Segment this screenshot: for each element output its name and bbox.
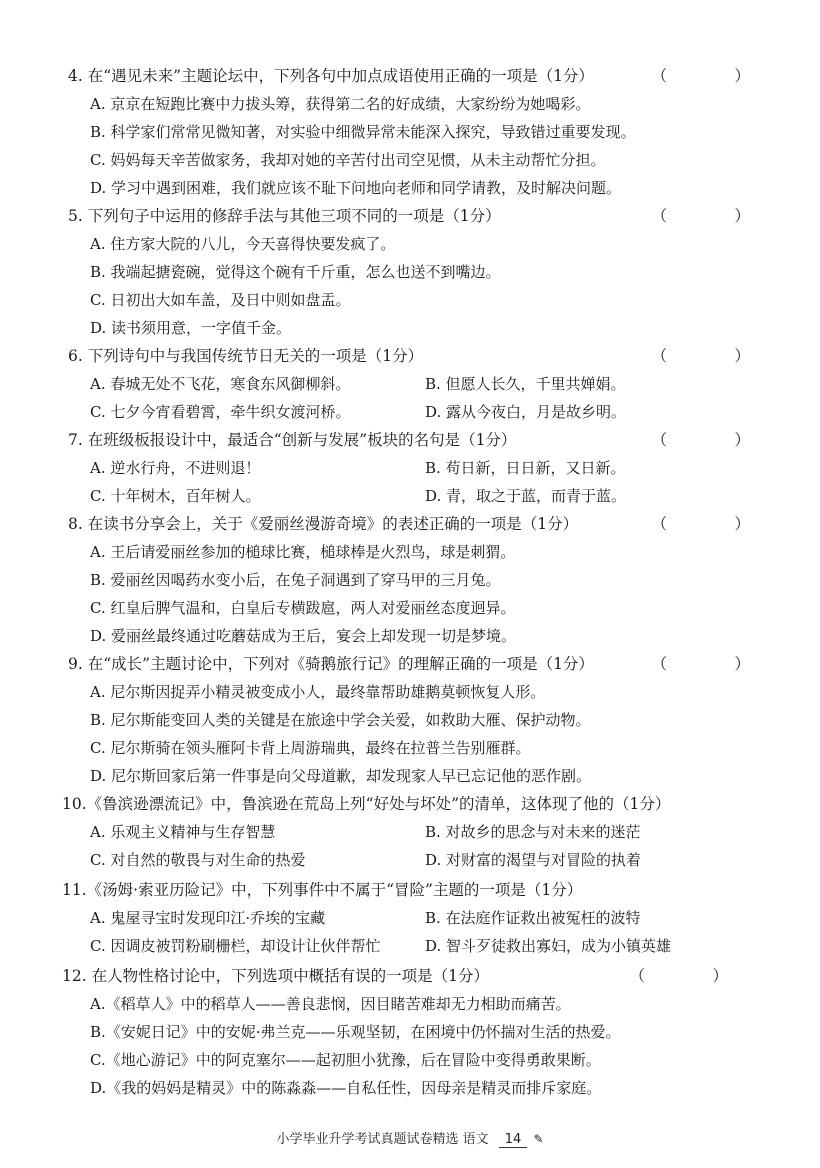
option-c: C.《地心游记》中的阿克塞尔——起初胆小犹豫，后在冒险中变得勇敢果断。 — [90, 1051, 601, 1069]
option-row — [62, 818, 780, 846]
option-d: D. 青，取之于蓝，而青于蓝。 — [425, 487, 627, 505]
option-b: B. 对故乡的思念与对未来的迷茫 — [425, 823, 641, 841]
question-11 — [62, 876, 780, 960]
question-6 — [68, 342, 780, 426]
question-stem-text: 4. 在“遇见未来”主题论坛中，下列各句中加点成语使用正确的一项是（1分） — [68, 67, 594, 85]
option-b: B. 苟日新，日日新，又日新。 — [425, 459, 626, 477]
option-b: B.《安妮日记》中的安妮·弗兰克——乐观坚韧，在困境中仍怀揣对生活的热爱。 — [90, 1023, 621, 1041]
option-c: C. 尼尔斯骑在领头雁阿卡背上周游瑞典，最终在拉普兰告别雁群。 — [90, 739, 531, 757]
option-c: C. 因调皮被罚粉刷栅栏，却设计让伙伴帮忙 — [90, 937, 381, 955]
option-a: A. 逆水行舟，不进则退！ — [90, 459, 261, 477]
page-footer — [0, 1128, 820, 1148]
question-stem-text: 7. 在班级板报设计中，最适合“创新与发展”板块的名句是（1分） — [68, 431, 517, 449]
question-stem — [62, 876, 780, 904]
option-d: D.《我的妈妈是精灵》中的陈淼淼——自私任性，因母亲是精灵而排斥家庭。 — [90, 1079, 602, 1097]
option-b: B. 我端起搪瓷碗，觉得这个碗有千斤重，怎么也送不到嘴边。 — [90, 263, 501, 281]
option-d: D. 对财富的渴望与对冒险的执着 — [425, 851, 642, 869]
question-10 — [62, 790, 780, 874]
answer-blank[interactable]: （ ） — [651, 347, 776, 365]
option-c: C. 对自然的敬畏与对生命的热爱 — [90, 851, 306, 869]
option-a: A. 春城无处不飞花，寒食东风御柳斜。 — [90, 375, 351, 393]
option-a: A. 乐观主义精神与生存智慧 — [90, 823, 276, 841]
option-row — [62, 846, 780, 874]
question-stem — [62, 962, 780, 990]
question-stem-text: 9. 在“成长”主题讨论中，下列对《骑鹅旅行记》的理解正确的一项是（1分） — [68, 655, 594, 673]
option-d: D. 读书须用意，一字值千金。 — [90, 319, 292, 337]
question-8 — [68, 510, 780, 650]
question-stem — [68, 342, 780, 370]
option-d: D. 尼尔斯回家后第一件事是向父母道歉，却发现家人早已忘记他的恶作剧。 — [90, 767, 592, 785]
answer-blank[interactable]: （ ） — [651, 67, 776, 85]
option-d: D. 爱丽丝最终通过吃蘑菇成为王后，宴会上却发现一切是梦境。 — [90, 627, 517, 645]
answer-blank[interactable]: （ ） — [651, 655, 776, 673]
option-c: C. 十年树木，百年树人。 — [90, 487, 261, 505]
question-stem-text: 6. 下列诗句中与我国传统节日无关的一项是（1分） — [68, 347, 424, 365]
option-c: C. 红皇后脾气温和，白皇后专横跋扈，两人对爱丽丝态度迥异。 — [90, 599, 516, 617]
option-row — [68, 482, 780, 510]
option-c: C. 七夕今宵看碧霄，牵牛织女渡河桥。 — [90, 403, 351, 421]
question-stem-text: 12. 在人物性格讨论中，下列选项中概括有误的一项是（1分） — [62, 967, 489, 985]
option-a: A. 鬼屋寻宝时发现印江·乔埃的宝藏 — [90, 909, 326, 927]
option-row — [68, 454, 780, 482]
question-stem — [68, 62, 780, 90]
question-stem-text: 5. 下列句子中运用的修辞手法与其他三项不同的一项是（1分） — [68, 207, 501, 225]
option-b: B. 科学家们常常见微知著，对实验中细微异常未能深入探究，导致错过重要发现。 — [90, 123, 636, 141]
question-stem-text: 11.《汤姆·索亚历险记》中，下列事件中不属于“冒险”主题的一项是（1分） — [62, 881, 583, 899]
option-b: B. 爱丽丝因喝药水变小后，在兔子洞遇到了穿马甲的三月兔。 — [90, 571, 501, 589]
pen-icon: ✎ — [533, 1132, 544, 1146]
question-4 — [68, 62, 780, 202]
option-a: A. 王后请爱丽丝参加的槌球比赛，槌球棒是火烈鸟，球是刺猬。 — [90, 543, 516, 561]
footer-title: 小学毕业升学考试真题试卷精选 语文 — [276, 1132, 489, 1147]
option-b: B. 尼尔斯能变回人类的关键是在旅途中学会关爱，如救助大雁、保护动物。 — [90, 711, 591, 729]
question-5 — [68, 202, 780, 342]
question-12 — [62, 962, 780, 1102]
option-row — [68, 370, 780, 398]
answer-blank[interactable]: （ ） — [651, 207, 776, 225]
option-d: D. 露从今夜白，月是故乡明。 — [425, 403, 627, 421]
answer-blank[interactable]: （ ） — [629, 967, 754, 985]
question-9 — [68, 650, 780, 790]
option-a: A. 尼尔斯因捉弄小精灵被变成小人，最终靠帮助雄鹅莫顿恢复人形。 — [90, 683, 546, 701]
question-stem — [68, 202, 780, 230]
question-stem-text: 8. 在读书分享会上，关于《爱丽丝漫游奇境》的表述正确的一项是（1分） — [68, 515, 579, 533]
option-row — [62, 904, 780, 932]
option-row — [68, 398, 780, 426]
page-number: 14 — [499, 1132, 528, 1148]
option-d: D. 学习中遇到困难，我们就应该不耻下问地向老师和同学请教，及时解决问题。 — [90, 179, 622, 197]
question-stem — [62, 790, 780, 818]
option-a: A. 住方家大院的八儿，今天喜得快要发疯了。 — [90, 235, 396, 253]
answer-blank[interactable]: （ ） — [651, 515, 776, 533]
question-stem — [68, 426, 780, 454]
option-b: B. 但愿人长久，千里共婵娟。 — [425, 375, 626, 393]
answer-blank[interactable]: （ ） — [651, 431, 776, 449]
option-c: C. 日初出大如车盖，及日中则如盘盂。 — [90, 291, 351, 309]
option-c: C. 妈妈每天辛苦做家务，我却对她的辛苦付出司空见惯，从未主动帮忙分担。 — [90, 151, 606, 169]
question-stem — [68, 650, 780, 678]
option-row — [62, 932, 780, 960]
question-stem-text: 10.《鲁滨逊漂流记》中，鲁滨逊在荒岛上列“好处与坏处”的清单，这体现了他的（1分） — [62, 795, 671, 813]
option-b: B. 在法庭作证救出被冤枉的波特 — [425, 909, 641, 927]
option-a: A.《稻草人》中的稻草人——善良悲悯，因目睹苦难却无力相助而痛苦。 — [90, 995, 571, 1013]
option-d: D. 智斗歹徒救出寡妇，成为小镇英雄 — [425, 937, 672, 955]
option-a: A. 京京在短跑比赛中力拔头筹，获得第二名的好成绩，大家纷纷为她喝彩。 — [90, 95, 591, 113]
question-7 — [68, 426, 780, 510]
question-stem — [68, 510, 780, 538]
